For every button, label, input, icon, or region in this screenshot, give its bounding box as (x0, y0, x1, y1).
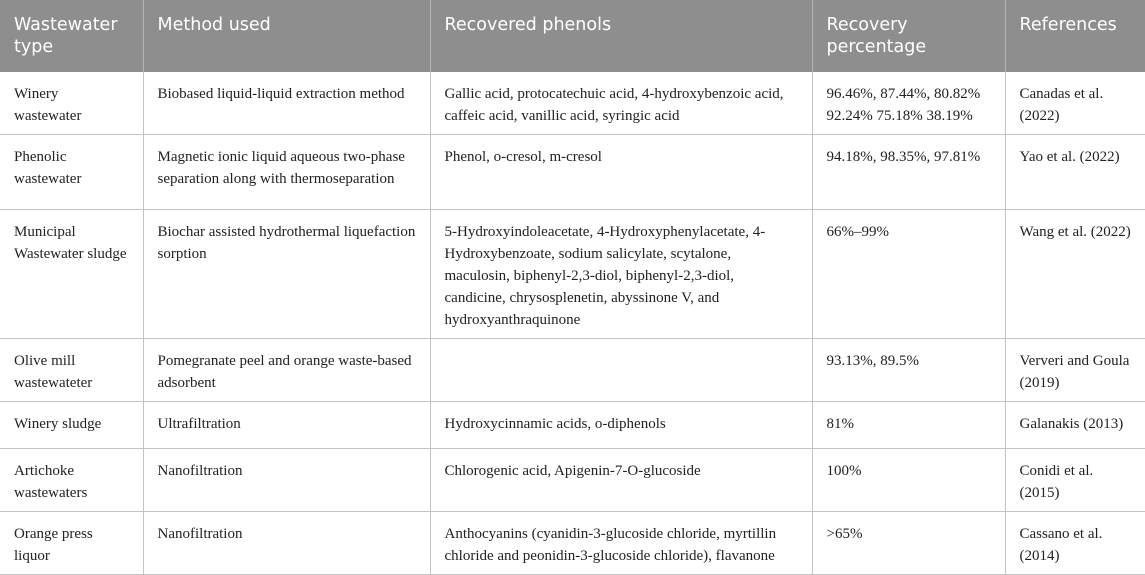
column-header-wastewater-type: Wastewater type (0, 0, 143, 72)
cell-wastewater-type: Municipal Wastewater sludge (0, 210, 143, 339)
cell-references: Yao et al. (2022) (1005, 135, 1145, 210)
cell-recovery-percentage: 94.18%, 98.35%, 97.81% (812, 135, 1005, 210)
cell-recovered-phenols (430, 339, 812, 402)
cell-method-used: Nanofiltration (143, 512, 430, 575)
cell-recovered-phenols: 5-Hydroxyindoleacetate, 4-Hydroxyphenylacetate, 4-Hydroxybenzoate, sodium salicylate, scytalone, maculosin, biphenyl-2,3-diol, biphenyl-2,3-diol, candicine, chrysosplenetin, abyssinone V, and hydroxyanthraquinone (430, 210, 812, 339)
table-row (0, 402, 1145, 449)
cell-recovery-percentage: 100% (812, 449, 1005, 512)
cell-wastewater-type: Orange press liquor (0, 512, 143, 575)
cell-recovered-phenols: Phenol, o-cresol, m-cresol (430, 135, 812, 210)
column-header-recovered-phenols: Recovered phenols (430, 0, 812, 72)
cell-recovered-phenols: Chlorogenic acid, Apigenin-7-O-glucoside (430, 449, 812, 512)
cell-recovered-phenols: Hydroxycinnamic acids, o-diphenols (430, 402, 812, 449)
cell-method-used: Ultrafiltration (143, 402, 430, 449)
column-header-method-used: Method used (143, 0, 430, 72)
table-row (0, 210, 1145, 339)
cell-method-used: Biobased liquid-liquid extraction method (143, 72, 430, 135)
column-header-references: References (1005, 0, 1145, 72)
cell-wastewater-type: Winery sludge (0, 402, 143, 449)
cell-wastewater-type: Olive mill wastewateter (0, 339, 143, 402)
cell-method-used: Nanofiltration (143, 449, 430, 512)
table-row (0, 449, 1145, 512)
table-row (0, 339, 1145, 402)
cell-method-used: Pomegranate peel and orange waste-based adsorbent (143, 339, 430, 402)
cell-recovery-percentage: >65% (812, 512, 1005, 575)
cell-wastewater-type: Phenolic wastewater (0, 135, 143, 210)
table-row (0, 135, 1145, 210)
cell-recovered-phenols: Anthocyanins (cyanidin-3-glucoside chloride, myrtillin chloride and peonidin-3-glucoside chloride), flavanone (430, 512, 812, 575)
cell-recovery-percentage: 66%–99% (812, 210, 1005, 339)
cell-references: Conidi et al. (2015) (1005, 449, 1145, 512)
cell-references: Cassano et al. (2014) (1005, 512, 1145, 575)
cell-references: Wang et al. (2022) (1005, 210, 1145, 339)
table-header-row (0, 0, 1145, 72)
table-row (0, 72, 1145, 135)
cell-wastewater-type: Winery wastewater (0, 72, 143, 135)
table-row (0, 512, 1145, 575)
cell-references: Ververi and Goula (2019) (1005, 339, 1145, 402)
cell-recovered-phenols: Gallic acid, protocatechuic acid, 4-hydroxybenzoic acid, caffeic acid, vanillic acid, syringic acid (430, 72, 812, 135)
cell-method-used: Magnetic ionic liquid aqueous two-phase separation along with thermoseparation (143, 135, 430, 210)
cell-method-used: Biochar assisted hydrothermal liquefaction sorption (143, 210, 430, 339)
cell-wastewater-type: Artichoke wastewaters (0, 449, 143, 512)
cell-references: Galanakis (2013) (1005, 402, 1145, 449)
column-header-recovery-percentage: Recovery percentage (812, 0, 1005, 72)
cell-recovery-percentage: 93.13%, 89.5% (812, 339, 1005, 402)
cell-references: Canadas et al. (2022) (1005, 72, 1145, 135)
cell-recovery-percentage: 81% (812, 402, 1005, 449)
cell-recovery-percentage: 96.46%, 87.44%, 80.82% 92.24% 75.18% 38.19% (812, 72, 1005, 135)
